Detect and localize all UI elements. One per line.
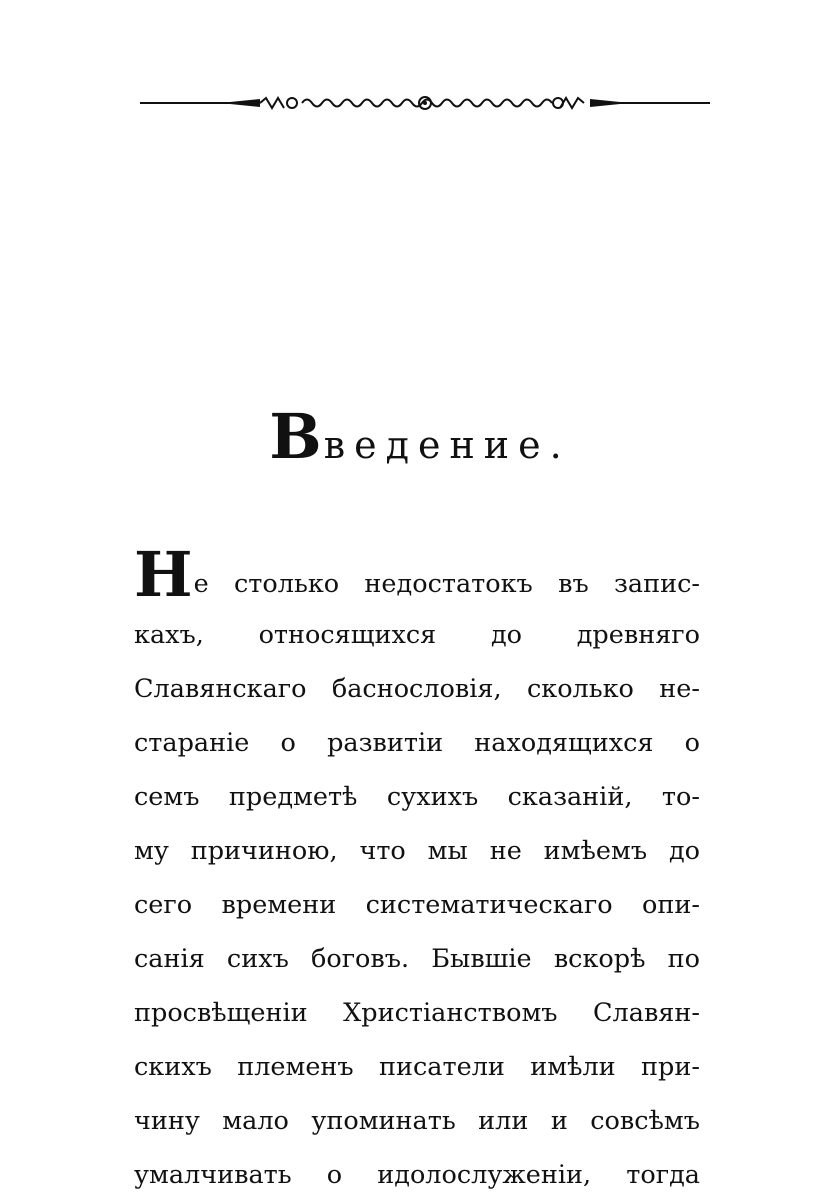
text-line: му причиною, что мы не имѣемъ до	[134, 836, 700, 866]
text-line: чину мало упоминать или и совсѣмъ	[134, 1106, 700, 1136]
text-line: семъ предметѣ сухихъ сказаній, то-	[134, 782, 700, 812]
text-line: стараніе о развитіи находящихся о	[134, 728, 700, 758]
text-line: кахъ, относящихся до древняго	[134, 620, 700, 650]
text-line: просвѣщеніи Христіанствомъ Славян-	[134, 998, 700, 1028]
text-line-content: е столько недостатокъ въ запис-	[193, 569, 700, 599]
text-line: сего времени систематическаго опи-	[134, 890, 700, 920]
title-rest: ведение.	[323, 423, 571, 467]
title-initial: В	[269, 400, 324, 473]
text-line: Славянскаго баснословія, сколько не-	[134, 674, 700, 704]
text-line	[134, 538, 700, 611]
drop-cap: Н	[134, 538, 193, 611]
header-ornament-rule	[140, 90, 710, 116]
text-line: умалчивать о идолослуженіи, тогда	[134, 1160, 700, 1190]
chapter-title	[0, 400, 840, 473]
body-paragraph	[134, 538, 700, 1202]
text-line: скихъ племенъ писатели имѣли при-	[134, 1052, 700, 1082]
text-line: санія сихъ боговъ. Бывшіе вскорѣ по	[134, 944, 700, 974]
